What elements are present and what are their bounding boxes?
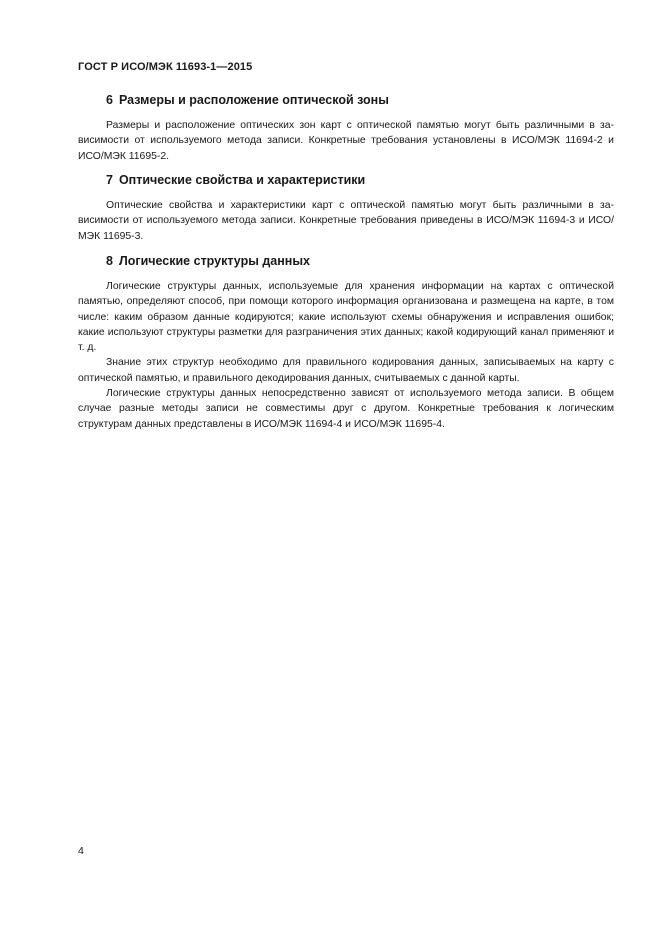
section-8	[78, 254, 614, 432]
section-title: Размеры и расположение оптической зоны	[118, 93, 389, 107]
section-heading	[78, 93, 614, 108]
section-heading	[78, 254, 614, 269]
paragraph: Знание этих структур необходимо для правильного кодирования данных, записываемых на карту с оптической памятью, и правильного декодирования данных, считываемых с данной карты.	[78, 357, 614, 384]
section-number: 7	[106, 173, 113, 187]
paragraph: Логические структуры данных, используемые для хранения информации на картах с оптической памятью, определяют способ, при помощи которого информация организована и размещена на карте, в том числе: каким образом данные кодируются; какие используют схемы обнаружения и исправления ошибок; какие используют структуры разметки для разграничения этих данных; какой кодирующий канал применяют и т. д.	[78, 281, 614, 354]
paragraph: Размеры и расположение оптических зон карт с оптической памятью могут быть различными в зависимости от используемого метода записи. Конкретные требования установлены в ИСО/МЭК 11694-2 и ИСО/МЭК 11695-2.	[78, 120, 614, 162]
page-number: 4	[78, 845, 84, 857]
paragraph: Оптические свойства и характеристики карт с оптической памятью могут быть различными в зависимости от используемого метода записи. Конкретные требования приведены в ИСО/МЭК 11694-3 и ИСО/МЭК 11695-3.	[78, 200, 614, 242]
document-header: ГОСТ Р ИСО/МЭК 11693-1—2015	[78, 61, 253, 73]
section-number: 6	[106, 93, 113, 107]
section-7	[78, 173, 614, 244]
paragraph: Логические структуры данных непосредственно зависят от используемого метода записи. В общем случае разные методы записи не совместимы друг с другом. Конкретные требования к логическим структурам данных представлены в ИСО/МЭК 11694-4 и ИСО/МЭК 11695-4.	[78, 388, 614, 430]
section-title: Оптические свойства и характеристики	[118, 173, 366, 187]
section-title: Логические структуры данных	[118, 254, 310, 268]
section-number: 8	[106, 254, 113, 268]
section-6	[78, 93, 614, 164]
section-heading	[78, 173, 614, 188]
